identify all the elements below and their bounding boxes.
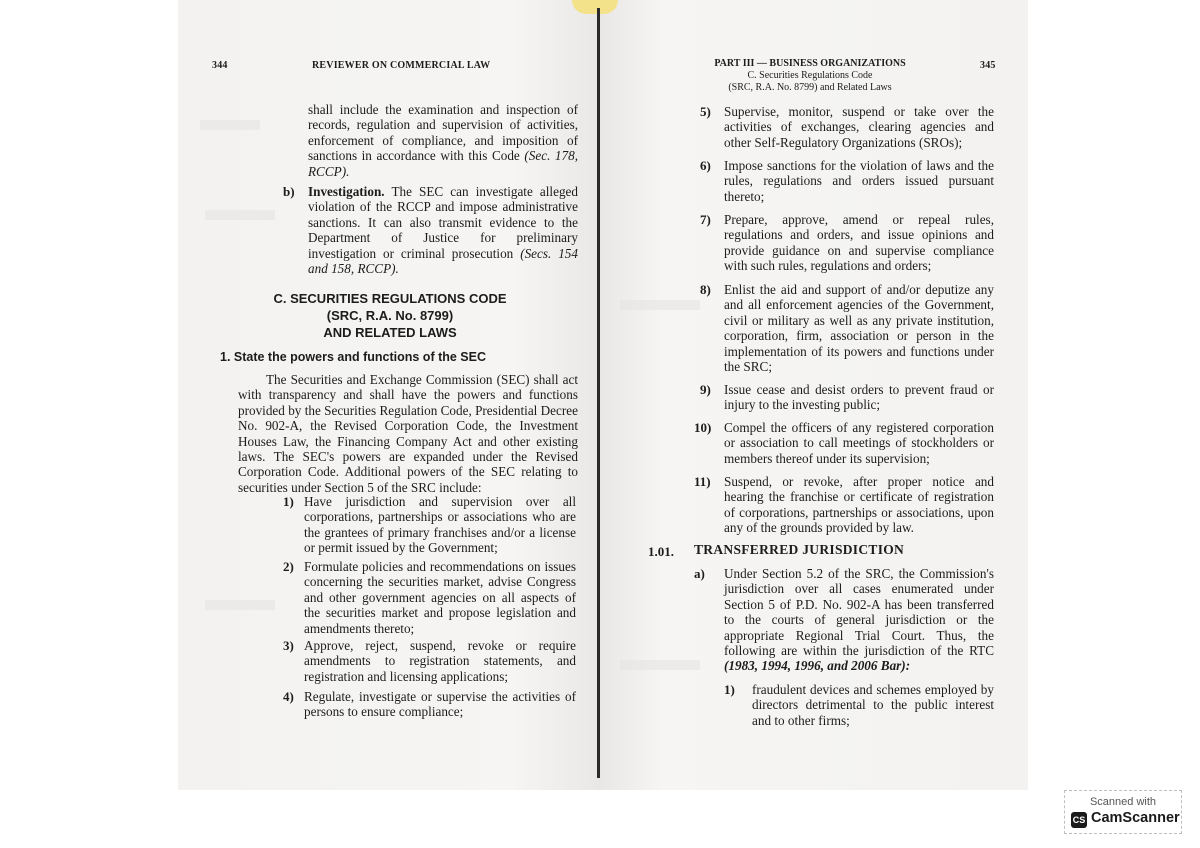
bleed-through-mark	[620, 300, 700, 310]
sub-item-paragraph: Under Section 5.2 of the SRC, the Commission's jurisdiction over all cases enumerated under Section 5 of P.D. No. 902-A has been transferred to the courts of general jurisdiction or the appropriate Regional Trial Court. Thus, the following are within the jurisdiction of the RTC (1983, 1994, 1996, and 2006 Bar):	[724, 566, 994, 674]
sub-item-label: a)	[694, 566, 705, 581]
list-item: Supervise, monitor, suspend or take over the activities of exchanges, clearing agencies and other Self-Regulatory Organizations (SROs);	[724, 104, 994, 150]
item-number: 4)	[283, 689, 294, 704]
left-running-head: REVIEWER ON COMMERCIAL LAW	[312, 60, 491, 71]
left-page-number: 344	[212, 60, 228, 71]
bleed-through-mark	[200, 120, 260, 130]
item-number: 9)	[700, 382, 711, 397]
list-item: Suspend, or revoke, after proper notice and hearing the franchise or certificate of registration of corporations, partnerships or associations, upon any of the grounds provided by law.	[724, 474, 994, 536]
item-b-paragraph: Investigation. The SEC can investigate alleged violation of the RCCP and impose administrative sanctions. It can also transmit evidence to the Department of Justice for preliminary investigation or criminal prosecution (Secs. 154 and 158, RCCP).	[308, 184, 578, 277]
bleed-through-mark	[205, 210, 275, 220]
item-number: 6)	[700, 158, 711, 173]
item-b-label: b)	[283, 184, 295, 199]
list-item: Issue cease and desist orders to prevent fraud or injury to the investing public;	[724, 382, 994, 413]
bleed-through-mark	[205, 600, 275, 610]
right-page-number: 345	[980, 60, 996, 71]
item-number: 7)	[700, 212, 711, 227]
camscanner-watermark	[1064, 790, 1182, 834]
item-number: 5)	[700, 104, 711, 119]
sub-list-item: fraudulent devices and schemes employed by directors detrimental to the public interest and to other firms;	[752, 682, 994, 728]
item-number: 11)	[694, 474, 711, 489]
list-item: Approve, reject, suspend, revoke or require amendments to registration statements, and registration and licensing applications;	[304, 638, 576, 684]
bleed-through-mark	[620, 660, 700, 670]
question-heading: 1. State the powers and functions of the SEC	[220, 350, 487, 364]
list-item: Prepare, approve, amend or repeal rules, regulations and orders, and issue opinions and provide guidance on and supervise compliance with such rules, regulations and orders;	[724, 212, 994, 274]
continued-paragraph: shall include the examination and inspection of records, regulation and supervision of activities, enforcement of compliance, and imposition of sanctions in accordance with this Code (Sec. 178, RCCP).	[308, 102, 579, 179]
list-item: Compel the officers of any registered corporation or association to call meetings of stockholders or members thereof under its supervision;	[724, 420, 994, 466]
section-heading: C. SECURITIES REGULATIONS CODE (SRC, R.A. No. 8799) AND RELATED LAWS	[273, 291, 507, 340]
watermark-caption: Scanned with	[1089, 796, 1157, 808]
subsection-number: 1.01.	[648, 544, 674, 559]
item-number: 3)	[283, 638, 294, 653]
subsection-heading: TRANSFERRED JURISDICTION	[694, 542, 905, 557]
book-gutter	[597, 8, 600, 778]
answer-paragraph: The Securities and Exchange Commission (SEC) shall act with transparency and shall have the powers and functions provided by the Securities Regulation Code, Presidential Decree No. 902-A, the Revised Corporation Code, the Investment Houses Law, the Financing Company Act and other existing laws. The SEC's powers are expanded under the Revised Corporation Code. Additional powers of the SEC relating to securities under Section 5 of the SRC include:	[238, 372, 578, 495]
list-item: Impose sanctions for the violation of laws and the rules, regulations and orders issued pursuant thereto;	[724, 158, 994, 204]
sub-list-number: 1)	[724, 682, 735, 697]
list-item: Formulate policies and recommendations on issues concerning the securities market, advise Congress and other government agencies on all aspects of the securities market and propose legislation and amendments thereto;	[304, 559, 576, 636]
item-number: 1)	[283, 494, 294, 509]
bookmark-tab	[572, 0, 618, 14]
item-number: 2)	[283, 559, 294, 574]
item-number: 10)	[694, 420, 712, 435]
list-item: Have jurisdiction and supervision over all corporations, partnerships or associations who are the grantees of primary franchises and/or a license or permit issued by the Government;	[304, 494, 576, 556]
watermark-brand: CamScanner	[1091, 810, 1180, 826]
list-item: Enlist the aid and support of and/or deputize any and all enforcement agencies of the Government, civil or military as well as any private institution, corporation, firm, association or person in the implementation of its powers and functions under the SRC;	[724, 282, 994, 375]
camscanner-logo-icon: CS	[1071, 812, 1087, 828]
right-running-head: PART III — BUSINESS ORGANIZATIONS C. Securities Regulations Code (SRC, R.A. No. 8799) and Related Laws	[714, 58, 906, 93]
list-item: Regulate, investigate or supervise the activities of persons to ensure compliance;	[304, 689, 576, 720]
item-number: 8)	[700, 282, 711, 297]
